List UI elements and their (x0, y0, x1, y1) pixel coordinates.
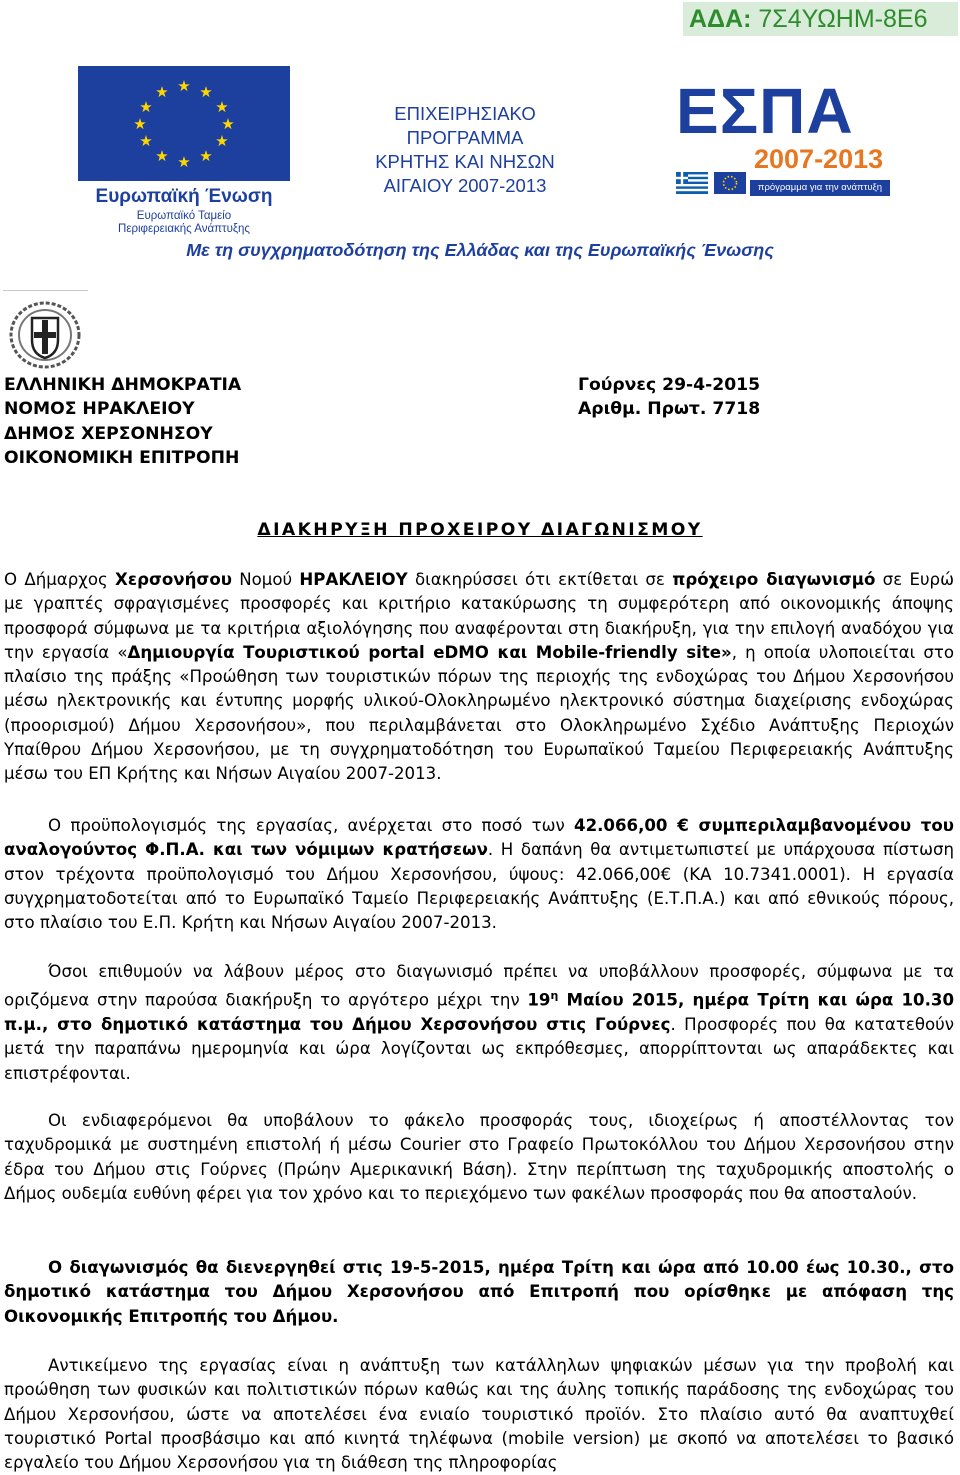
eu-flag-icon (78, 66, 290, 181)
protocol-number: Αριθμ. Πρωτ. 7718 (578, 399, 761, 420)
text-run: σε Ευρώ με γραπτές σφραγισμένες προσφορές και κριτήριο κατακύρωσης τη συμφερότερη από οικονομικής άποψης προσφορά σύμφωνα με τα κριτήρια αξιολόγησης που αναφέρονται στη διακήρυξη, για την επιλογή αναδόχου για την εργασία « (4, 570, 954, 662)
issuer-line: ΟΙΚΟΝΟΜΙΚΗ ΕΠΙΤΡΟΠΗ (4, 447, 240, 468)
espa-word: ΕΣΠΑ (676, 75, 854, 147)
bold-run: Χερσονήσου (115, 570, 232, 589)
paragraph-deadline (4, 960, 954, 1086)
eu-title: Ευρωπαϊκή Ένωση (95, 186, 273, 207)
bold-run: 19 (527, 990, 551, 1010)
document-title: ΔΙΑΚΗΡΥΞΗ ΠΡΟΧΕΙΡΟΥ ΔΙΑΓΩΝΙΣΜΟΥ (257, 520, 703, 540)
svg-text:★: ★ (139, 98, 153, 116)
bold-run: 42.066,00 € συμπεριλαμβανομένου του αναλογούντος Φ.Π.Α. και των νόμιμων κρατήσεων (4, 816, 955, 860)
svg-text:★: ★ (215, 132, 229, 150)
svg-text:★: ★ (177, 153, 191, 171)
svg-text:★: ★ (199, 147, 213, 165)
greek-flag-icon (676, 172, 708, 194)
text-run: , η οποία υλοποιείται στο πλαίσιο της πράξης «Προώθηση των τουριστικών πόρων της περιοχής της ενδοχώρας του Δήμου Χερσονήσου μέσω ηλεκτρονικής και έντυπης μορφής υλικού-Ολοκληρωμένο ηλεκτρονικό σύστημα διαχείρισης ενδοχώρας (προορισμού) Δήμου Χερσονήσου», που περιλαμβάνεται στο Ολοκληρωμένο Σχέδιο Ανάπτυξης Περιοχών Υπαίθρου Δήμου Χερσονήσου, με τη συγχρηματοδότηση του Ευρωπαϊκού Ταμείου Περιφερειακής Ανάπτυξης μέσω του ΕΠ Κρήτης και Νήσων Αιγαίου 2007-2013. (4, 642, 954, 784)
program-line: ΚΡΗΤΗΣ ΚΑΙ ΝΗΣΩΝ (375, 151, 555, 172)
espa-tagline: πρόγραμμα για την ανάπτυξη (750, 180, 890, 196)
ada-badge (683, 2, 958, 36)
eu-subtitle-line: Περιφερειακής Ανάπτυξης (118, 223, 250, 235)
paragraph-intro (4, 568, 954, 787)
program-line: ΑΙΓΑΙΟΥ 2007-2013 (383, 175, 547, 196)
paragraph-submission: Οι ενδιαφερόμενοι θα υποβάλουν το φάκελο προσφοράς τους, ιδιοχείρως ή αποστέλλοντας τον ταχυδρομικά με συστημένη επιστολή ή μέσω Courier στο Γραφείο Πρωτοκόλλου του Δήμου Χερσονήσου στην έδρα του Δήμου στις Γούρνες (Πρώην Αμερικανική Βάση). Στην περίπτωση της ταχυδρομικής αποστολής ο Δήμος ουδεμία ευθύνη φέρει για τον χρόνο και το περιεχόμενο των φακέλων προσφοράς που θα αποσταλούν. (4, 1111, 954, 1203)
bold-run: πρόχειρο διαγωνισμό (672, 570, 876, 589)
espa-logo (676, 75, 890, 198)
text-run: Νομού (231, 570, 300, 589)
issuer-block (4, 373, 241, 470)
eu-subtitle (78, 210, 290, 236)
cofinancing-note: Με τη συγχρηματοδότηση της Ελλάδας και της Ευρωπαϊκής Ένωσης (186, 240, 774, 260)
greek-emblem-icon (6, 298, 84, 370)
svg-text:★: ★ (155, 83, 169, 101)
program-line: ΕΠΙΧΕΙΡΗΣΙΑΚΟ (394, 103, 536, 124)
date-protocol-block (578, 373, 760, 422)
text-run: Όσοι επιθυμούν να λάβουν μέρος στο διαγωνισμό πρέπει να υποβάλλουν προσφορές, σύμφωνα με τα οριζόμενα στην παρούσα διακήρυξη το αργότερο μέχρι την (4, 962, 954, 1010)
svg-text:★: ★ (215, 98, 229, 116)
issuer-line: ΔΗΜΟΣ ΧΕΡΣΟΝΗΣΟΥ (4, 423, 213, 444)
divider (3, 290, 88, 291)
paragraph-subject: Αντικείμενο της εργασίας είναι η ανάπτυξη των κατάλληλων ψηφιακών μέσων για την προβολή και προώθηση των φυσικών και πολιτιστικών πόρων καθώς και της άυλης τοπικής παράδοσης της ενδοχώρας του Δήμου Χερσονήσου, ώστε να αποτελέσει ένα ενιαίο τουριστικό προϊόν. Στο πλαίσιο αυτό θα αναπτυχθεί τουριστικό Portal προσβάσιμο και από κινητά τηλέφωνα (mobile version) με σκοπό να αποτελέσει το βασικό εργαλείο του Δήμου Χερσονήσου για τη διάθεση της πληροφορίας (4, 1356, 954, 1473)
espa-years: 2007-2013 (754, 144, 884, 174)
bold-run: Δημιουργία Τουριστικού portal eDMO και Mobile-friendly site» (127, 642, 732, 662)
program-name (340, 102, 590, 198)
svg-text:★: ★ (133, 115, 147, 133)
eu-subtitle-line: Ευρωπαϊκό Ταμείο (136, 210, 232, 222)
svg-text:★: ★ (155, 147, 169, 165)
issuer-line: ΝΟΜΟΣ ΗΡΑΚΛΕΙΟΥ (4, 399, 195, 420)
ada-code: 7Σ4ΥΩΗΜ-8Ε6 (758, 5, 928, 33)
program-line: ΠΡΟΓΡΑΜΜΑ (406, 127, 524, 148)
svg-text:★: ★ (139, 132, 153, 150)
bold-run: ΗΡΑΚΛΕΙΟΥ (299, 570, 408, 589)
ada-prefix: ΑΔΑ: (689, 5, 752, 33)
text-run: . Προσφορές που θα κατατεθούν μετά την παραπάνω ημερομηνία και ώρα λογίζονται ως εκπρόθεσμες, απορρίπτονται ως απαράδεκτες και επιστρέφονται. (4, 1015, 955, 1083)
svg-text:★: ★ (177, 77, 191, 95)
svg-text:★: ★ (199, 83, 213, 101)
text-run: διακηρύσσει ότι εκτίθεται σε (407, 570, 673, 589)
eu-small-flag-icon (714, 172, 746, 194)
text-run: Ο προϋπολογισμός της εργασίας, ανέρχεται στο ποσό των (48, 816, 575, 835)
place-date: Γούρνες 29-4-2015 (578, 375, 761, 395)
issuer-line: ΕΛΛΗΝΙΚΗ ΔΗΜΟΚΡΑΤΙΑ (4, 375, 242, 395)
text-run: . Η δαπάνη θα αντιμετωπιστεί με υπάρχουσα πίστωση στον τρέχοντα προϋπολογισμό του Δήμου Χερσονήσου, ύψους: 42.066,00€ (ΚΑ 10.7341.0001). Η εργασία συγχρηματοδοτείται από το Ευρωπαϊκό Ταμείο Περιφερειακής Ανάπτυξης (Ε.Τ.Π.Α.) και από εθνικούς πόρους, στο πλαίσιο του Ε.Π. Κρήτη και Νήσων Αιγαίου 2007-2013. (4, 840, 954, 933)
superscript: η (550, 989, 559, 1003)
eu-logo (78, 66, 290, 235)
paragraph-tender-date: Ο διαγωνισμός θα διενεργηθεί στις 19-5-2015, ημέρα Τρίτη και ώρα από 10.00 έως 10.30., στο δημοτικό κατάστημα του Δήμου Χερσονήσου από Επιτροπή που ορίσθηκε με απόφαση της Οικονομικής Επιτροπής του Δήμου. (4, 1258, 954, 1326)
text-run: Ο Δήμαρχος (4, 570, 116, 589)
svg-text:★: ★ (221, 115, 235, 133)
paragraph-budget (4, 814, 954, 935)
bold-run: Μαίου 2015, ημέρα Τρίτη και ώρα 10.30 π.μ., στο δημοτικό κατάστημα του Δήμου Χερσονήσου στις Γούρνες (4, 990, 954, 1035)
